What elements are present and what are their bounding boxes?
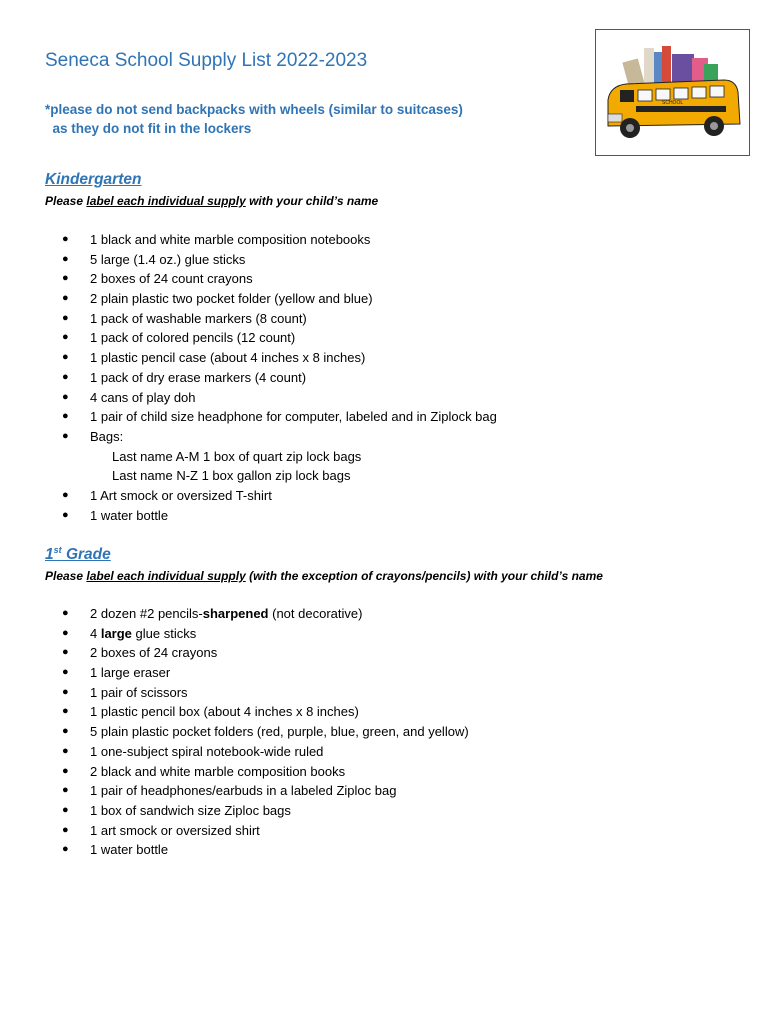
- item-text: 1 pack of colored pencils (12 count): [90, 330, 296, 346]
- instr-text: Please: [45, 569, 87, 583]
- item-text: 4 cans of play doh: [90, 389, 196, 405]
- note-line-1: *please do not send backpacks with wheels (similar to suitcases): [45, 102, 463, 117]
- item-text: Last name N-Z 1 box gallon zip lock bags: [112, 468, 351, 484]
- list-item: [62, 663, 469, 683]
- bullet-icon: ●: [62, 744, 69, 757]
- item-text: 1 large eraser: [90, 665, 171, 681]
- list-item: [62, 683, 469, 703]
- list-item: [62, 348, 497, 368]
- bullet-icon: ●: [62, 233, 69, 245]
- list-item: [62, 624, 469, 644]
- list-item: [62, 604, 469, 624]
- bullet-icon: ●: [62, 666, 69, 679]
- item-text: 5 large (1.4 oz.) glue sticks: [90, 251, 246, 267]
- item-text: 2 boxes of 24 crayons: [90, 645, 218, 661]
- bullet-icon: ●: [62, 607, 69, 619]
- item-text: 1 water bottle: [90, 842, 169, 858]
- item-text: 1 pack of washable markers (8 count): [90, 310, 307, 326]
- list-item: [62, 821, 469, 841]
- bullet-icon: ●: [62, 390, 69, 403]
- item-text: 1 water bottle: [90, 507, 169, 523]
- bus-side-text: SCHOOL: [662, 100, 684, 106]
- list-item: [62, 309, 497, 329]
- first-grade-list: [62, 604, 469, 860]
- list-item: [62, 407, 497, 427]
- item-text: 1 plastic pencil box (about 4 inches x 8 inches): [90, 704, 359, 720]
- kindergarten-instruction: [45, 194, 378, 208]
- item-text: 1 pair of headphones/earbuds in a labeled Ziploc bag: [90, 783, 397, 799]
- item-text: glue sticks: [131, 625, 197, 641]
- first-grade-heading: [45, 545, 111, 564]
- page-title: Seneca School Supply List 2022-2023: [45, 50, 368, 71]
- item-text: (not decorative): [268, 606, 363, 621]
- item-text: 5 plain plastic pocket folders (red, purple, blue, green, and yellow): [90, 724, 469, 740]
- item-text: 1 pair of child size headphone for computer, labeled and in Ziplock bag: [90, 409, 497, 425]
- bullet-icon: ●: [62, 803, 69, 816]
- item-text: 1 art smock or oversized shirt: [90, 822, 260, 838]
- bullet-icon: ●: [62, 725, 69, 738]
- list-item: [62, 269, 497, 289]
- bullet-icon: ●: [62, 370, 69, 383]
- bullet-icon: ●: [62, 488, 69, 501]
- item-text: 1 pair of scissors: [90, 684, 188, 700]
- list-item: [62, 643, 469, 663]
- bullet-icon: ●: [62, 705, 69, 718]
- heading-number: 1: [45, 546, 54, 564]
- bullet-icon: ●: [62, 410, 69, 423]
- list-item: [62, 368, 497, 388]
- bullet-icon: ●: [62, 311, 69, 324]
- list-item: [62, 722, 469, 742]
- list-item: [62, 289, 497, 309]
- item-text: 1 one-subject spiral notebook-wide ruled: [90, 743, 324, 759]
- list-item: [62, 742, 469, 762]
- list-item: [62, 427, 497, 447]
- item-text: Last name A-M 1 box of quart zip lock bags: [112, 448, 362, 464]
- list-item: [62, 801, 469, 821]
- bullet-icon: ●: [62, 843, 69, 856]
- bullet-icon: ●: [62, 685, 69, 698]
- item-text: 2 plain plastic two pocket folder (yellow and blue): [90, 291, 373, 307]
- item-text: 1 plastic pencil case (about 4 inches x 8 inches): [90, 350, 366, 366]
- list-item: [62, 328, 497, 348]
- item-text: 1 Art smock or oversized T-shirt: [90, 487, 272, 503]
- instr-underlined: label each individual supply: [86, 569, 246, 583]
- first-grade-instruction: [45, 569, 603, 583]
- item-text: Bags:: [90, 428, 124, 444]
- item-emphasis: sharpened: [202, 606, 269, 621]
- bullet-icon: ●: [62, 351, 69, 364]
- bullet-icon: ●: [62, 764, 69, 777]
- item-text: 1 pack of dry erase markers (4 count): [90, 369, 307, 385]
- instr-text: (with the exception of crayons/pencils) with your child’s name: [245, 569, 603, 583]
- item-text: 2 dozen #2 pencils-: [90, 606, 203, 621]
- sub-list-item: [62, 466, 497, 486]
- item-text: 1 black and white marble composition notebooks: [90, 232, 371, 247]
- school-bus-illustration: [596, 30, 749, 155]
- instr-underlined: label each individual supply: [86, 194, 246, 208]
- list-item: [62, 762, 469, 782]
- list-item: [62, 702, 469, 722]
- sub-list-item: [62, 447, 497, 467]
- item-text: 4: [90, 625, 101, 641]
- bullet-icon: ●: [62, 646, 69, 659]
- list-item: [62, 506, 497, 526]
- item-text: 1 box of sandwich size Ziploc bags: [90, 802, 291, 818]
- item-text: 2 boxes of 24 count crayons: [90, 271, 253, 287]
- school-bus-logo: [595, 29, 750, 156]
- heading-word: Grade: [61, 546, 111, 564]
- note-line-2: as they do not fit in the lockers: [45, 121, 252, 136]
- heading-suffix: st: [53, 545, 62, 555]
- list-item: [62, 486, 497, 506]
- bullet-icon: ●: [62, 508, 69, 521]
- list-item: [62, 781, 469, 801]
- list-item: [62, 388, 497, 408]
- list-item: [62, 250, 497, 270]
- bullet-icon: ●: [62, 823, 69, 836]
- kindergarten-list: [62, 230, 497, 525]
- bullet-icon: ●: [62, 252, 69, 265]
- item-text: 2 black and white marble composition books: [90, 763, 346, 779]
- bullet-icon: ●: [62, 429, 69, 442]
- backpack-note: [45, 100, 463, 138]
- bullet-icon: ●: [62, 331, 69, 344]
- list-item: [62, 840, 469, 860]
- kindergarten-heading: Kindergarten: [45, 171, 142, 188]
- bullet-icon: ●: [62, 784, 69, 797]
- list-item: [62, 230, 497, 250]
- item-emphasis: large: [100, 625, 132, 641]
- instr-text: with your child’s name: [245, 194, 379, 208]
- bullet-icon: ●: [62, 292, 69, 305]
- instr-text: Please: [45, 194, 87, 208]
- bullet-icon: ●: [62, 272, 69, 285]
- bullet-icon: ●: [62, 626, 69, 639]
